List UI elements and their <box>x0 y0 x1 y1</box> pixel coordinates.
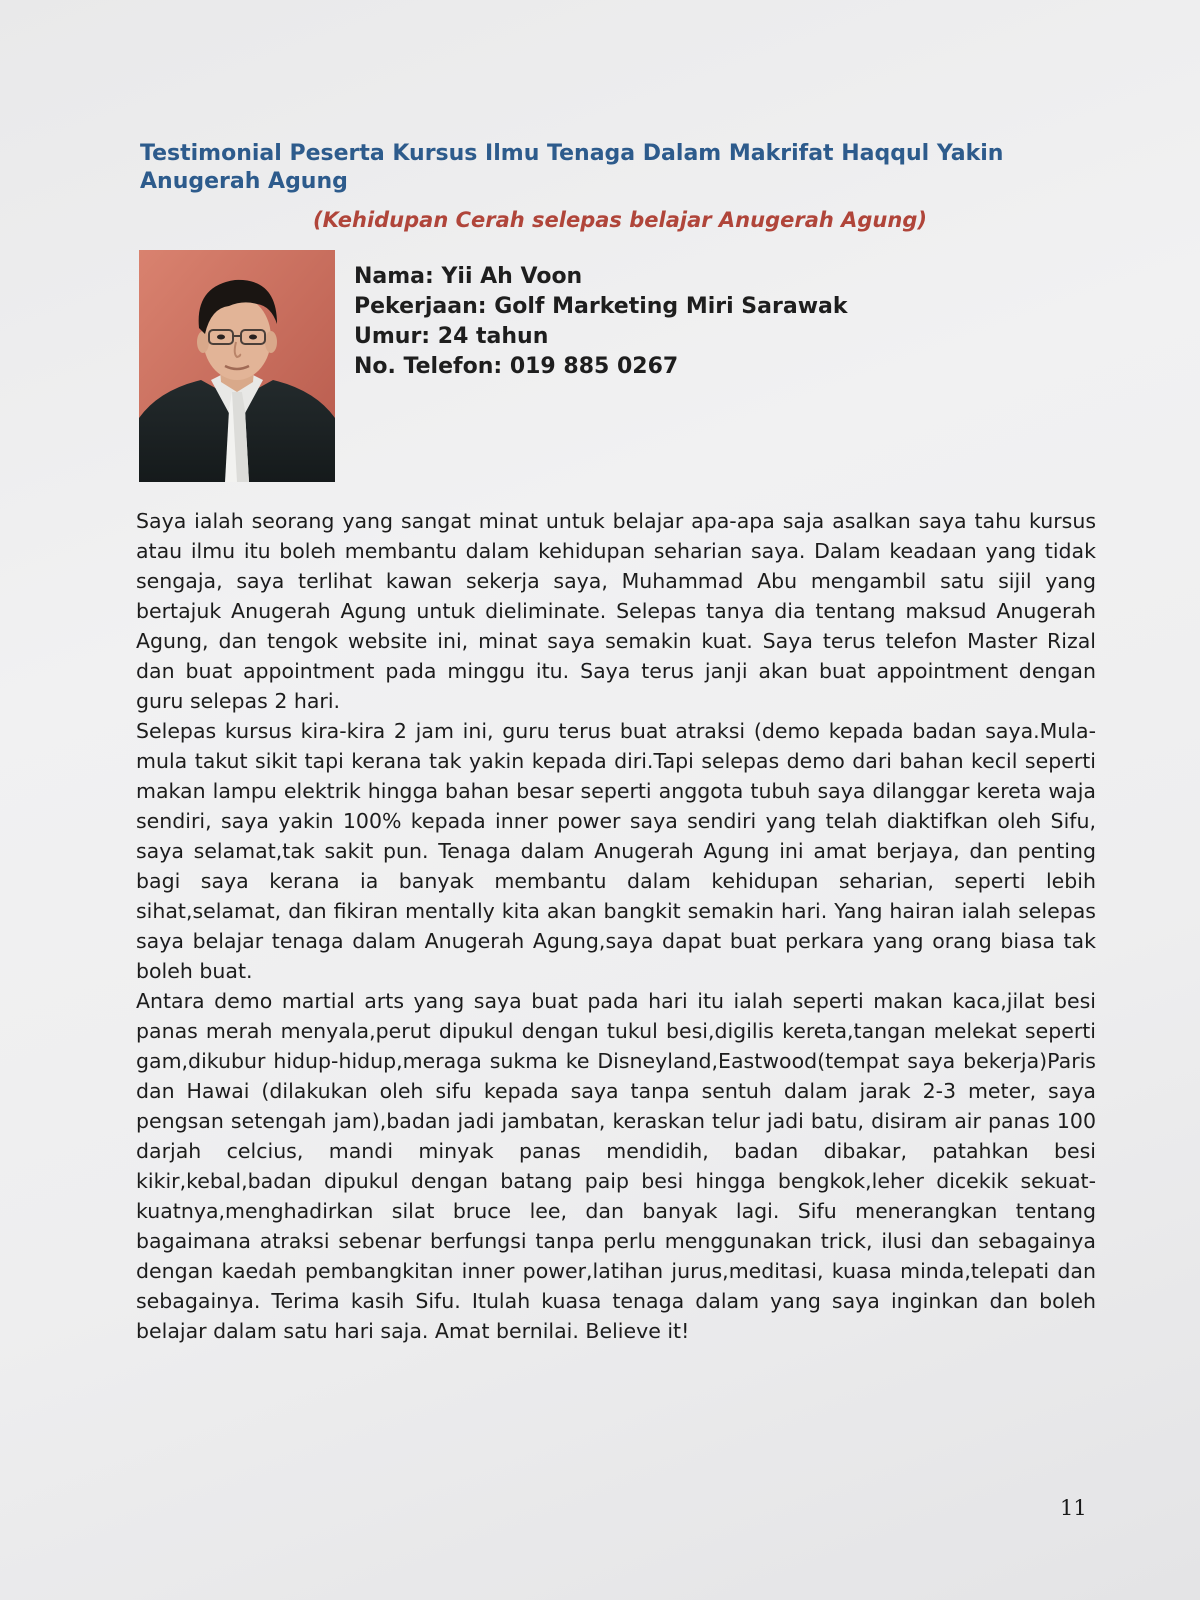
profile-age: Umur: 24 tahun <box>354 324 549 349</box>
testimonial-paragraph-2: Selepas kursus kira-kira 2 jam ini, guru terus buat atraksi (demo kepada badan saya.Mula-mula takut sikit tapi kerana tak yakin kepada diri.Tapi selepas demo dari bahan kecil seperti makan lampu elektrik hingga bahan besar seperti anggota tubuh saya dilanggar kereta waja sendiri, saya yakin 100% kepada inner power saya sendiri yang telah diaktifkan oleh Sifu, saya selamat,tak sakit pun. Tenaga dalam Anugerah Agung ini amat berjaya, dan penting bagi saya kerana ia banyak membantu dalam kehidupan seharian, seperti lebih sihat,selamat, dan fikiran mentally kita akan bangkit semakin hari. Yang hairan ialah selepas saya belajar tenaga dalam Anugerah Agung,saya dapat buat perkara yang orang biasa tak boleh buat. <box>136 719 1096 983</box>
profile-details <box>354 262 848 382</box>
page-number: 11 <box>1060 1496 1087 1520</box>
profile-phone: No. Telefon: 019 885 0267 <box>354 354 679 379</box>
page-title: Testimonial Peserta Kursus Ilmu Tenaga Dalam Makrifat Haqqul Yakin Anugerah Agung <box>140 141 1004 194</box>
testimonial-body <box>136 506 1096 1346</box>
testimonial-paragraph-3: Antara demo martial arts yang saya buat pada hari itu ialah seperti makan kaca,jilat besi panas merah menyala,perut dipukul dengan tukul besi,digilis kereta,tangan melekat seperti gam,dikubur hidup-hidup,meraga sukma ke Disneyland,Eastwood(tempat saya bekerja)Paris dan Hawai (dilakukan oleh sifu kepada saya tanpa sentuh dalam jarak 2-3 meter, saya pengsan setengah jam),badan jadi jambatan, keraskan telur jadi batu, disiram air panas 100 darjah celcius, mandi minyak panas mendidih, badan dibakar, patahkan besi kikir,kebal,badan dipukul dengan batang paip besi hingga bengkok,leher dicekik sekuat-kuatnya,menghadirkan silat bruce lee, dan banyak lagi. Sifu menerangkan tentang bagaimana atraksi sebenar berfungsi tanpa perlu menggunakan trick, ilusi dan sebagainya dengan kaedah pembangkitan inner power,latihan jurus,meditasi, kuasa minda,telepati dan sebagainya. Terima kasih Sifu. Itulah kuasa tenaga dalam yang saya inginkan dan boleh belajar dalam satu hari saja. Amat bernilai. Believe it! <box>136 989 1096 1343</box>
profile-name: Nama: Yii Ah Voon <box>354 264 583 289</box>
page-subtitle: (Kehidupan Cerah selepas belajar Anugerah Agung) <box>313 208 927 232</box>
profile-job: Pekerjaan: Golf Marketing Miri Sarawak <box>354 294 848 319</box>
profile-photo <box>139 250 335 482</box>
portrait-image <box>139 250 335 482</box>
testimonial-paragraph-1: Saya ialah seorang yang sangat minat untuk belajar apa-apa saja asalkan saya tahu kursus atau ilmu itu boleh membantu dalam kehidupan seharian saya. Dalam keadaan yang tidak sengaja, saya terlihat kawan sekerja saya, Muhammad Abu mengambil satu sijil yang bertajuk Anugerah Agung untuk dieliminate. Selepas tanya dia tentang maksud Anugerah Agung, dan tengok website ini, minat saya semakin kuat. Saya terus telefon Master Rizal dan buat appointment pada minggu itu. Saya terus janji akan buat appointment dengan guru selepas 2 hari. <box>136 509 1096 713</box>
